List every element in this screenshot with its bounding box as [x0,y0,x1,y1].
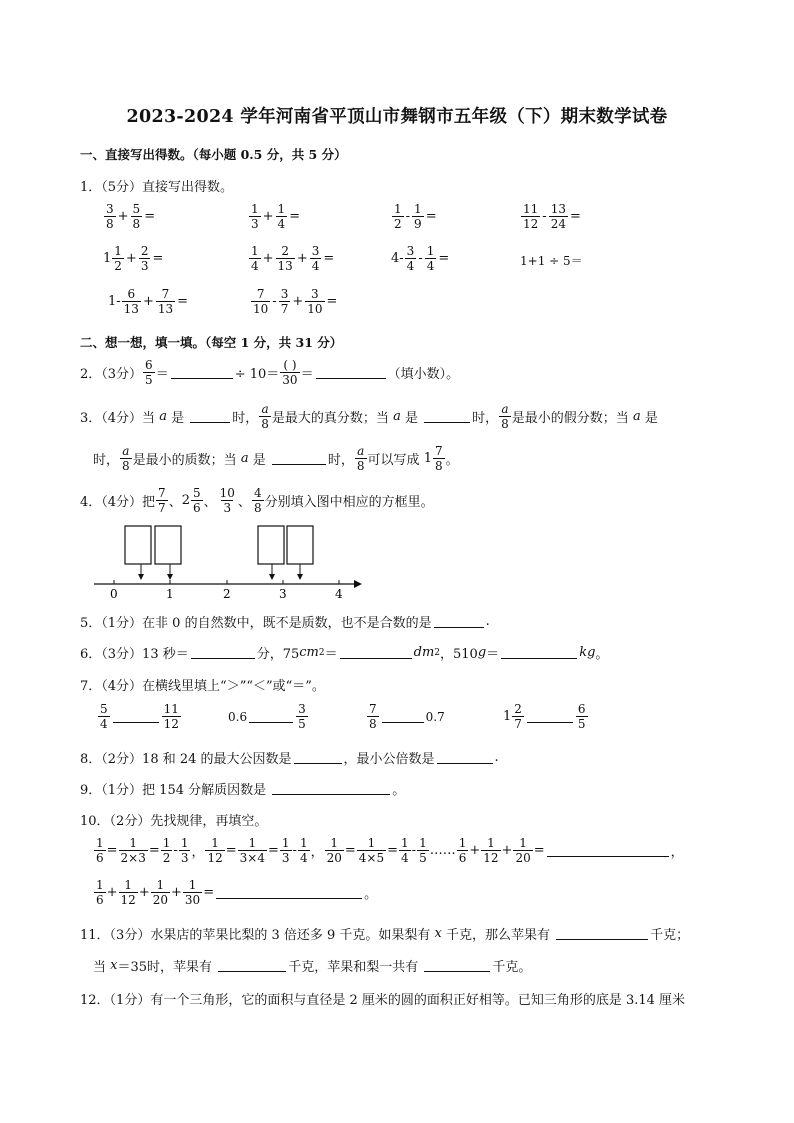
q1-expr-9: 1- 6 13 + $\frac{7}{13}$ = [108,287,189,316]
tick-label-2: 2 [223,587,231,601]
question-7: 7．（4分）在横线里填上“＞”“＜”或“＝”。 [80,679,325,694]
q1-expr-6: 1 4 + $\frac{2}{13}$ + $\frac{3}{4}$ = [251,244,335,273]
question-11: 11．（3分）水果店的苹果比梨的 3 倍还多 9 千克。如果梨有 x 千克，那么苹果有 千克； [80,926,690,943]
axis-arrow [354,580,362,588]
q10-pattern-line-1: $\frac{1}{6}$ = $\frac{1}{2\times 3}$ = $\frac{1}{2}$ - 1 3 ， $\frac{1}{12}$ = $\frac{1}{3\times 4}$ = $\frac{1}{3}$ - 1 4 ， $\frac{1}{20}$ = $\frac{1}{4\times 5}$ = $\frac{1}{4}$ - 1 5 …… 1 6 + $\frac{1}{12}$ + $\frac{1}{20}$ = ， [96,836,684,865]
question-2: 2．（3分） 6 5 ＝ ÷ 10＝ ( ) 30 ＝ （填小数）。 [80,358,460,387]
tick-label-1: 1 [166,587,174,601]
question-11-line-2: 当 x ＝35时，苹果有 千克，苹果和梨一共有 千克。 [93,958,532,975]
question-1: 1．（5分）直接写出得数。 [80,180,234,195]
q1-expr-2: 1 3 + $\frac{1}{4}$ = [251,202,301,231]
question-3: 3．（4分）当 a 是 时， a 8 是最大的真分数；当 a 是 时， a 8 是最小的假分数；当 a 是 [80,402,658,431]
q7-compare-3: 7 8 0.7 [369,702,445,731]
q1-expr-1: 3 8 + $\frac{5}{8}$ = [106,202,156,231]
q1-expr-5: 1 1 2 + $\frac{2}{3}$ = [103,244,164,273]
question-4: 4．（4分）把 7 7 、 2 5 6 、 10 3 、 4 8 分别填入图中相应的方框里。 [80,486,434,515]
answer-box-4[interactable] [287,526,313,564]
question-12: 12．（1分）有一个三角形，它的面积与直径是 2 厘米的圆的面积正好相等。已知三角形的底是 3.14 厘米 [80,993,686,1008]
tick-label-0: 0 [110,587,118,601]
q1-expr-3: 1 2 - $\frac{1}{9}$ = [394,202,437,231]
question-8: 8．（2分）18 和 24 的最大公因数是 ，最小公倍数是 . [80,750,499,767]
q10-pattern-line-2: 1 6 + $\frac{1}{12}$ + $\frac{1}{20}$ + $\frac{1}{30}$ = 。 [96,878,378,907]
q7-compare-1: 5 4 11 12 [100,702,179,731]
q1-expr-10: 7 10 - 3 7 + $\frac{3}{10}$ = [253,287,338,316]
answer-box-3[interactable] [258,526,284,564]
answer-box-1[interactable] [125,526,151,564]
q1-expr-7: 4- 3 4 - $\frac{1}{4}$ = [391,244,450,273]
question-3-line-2: 时， a 8 是最小的质数；当 a 是 时， a 8 可以写成 1 7 8 。 [93,444,459,473]
answer-box-2[interactable] [155,526,181,564]
tick-label-3: 3 [279,587,287,601]
section-1-heading: 一、直接写出得数。（每小题 0.5 分，共 5 分） [80,147,347,162]
q1-expr-4: 11 12 - $\frac{13}{24}$ = [523,202,581,231]
tick-label-4: 4 [335,587,343,601]
q1-expr-8: 1+1 ÷ 5＝ [520,254,583,268]
question-10: 10．（2分）先找规律，再填空。 [80,814,268,829]
q7-compare-2: 0.6 3 5 [228,702,306,731]
q7-compare-4: 1 2 7 6 5 [503,702,586,731]
pointer-arrows [141,564,300,577]
question-5: 5．（1分）在非 0 的自然数中，既不是质数，也不是合数的是 . [80,614,490,631]
question-6: 6．（3分）13 秒＝ 分，75 cm 2 ＝ dm 2 ，510 g ＝ kg 。 [80,645,609,662]
question-9: 9．（1分）把 154 分解质因数是 。 [80,783,406,798]
section-2-heading: 二、想一想，填一填。（每空 1 分，共 31 分） [80,335,343,350]
number-line-diagram [88,522,368,602]
page-title: 2023-2024 学年河南省平顶山市舞钢市五年级（下）期末数学试卷 [126,107,668,127]
